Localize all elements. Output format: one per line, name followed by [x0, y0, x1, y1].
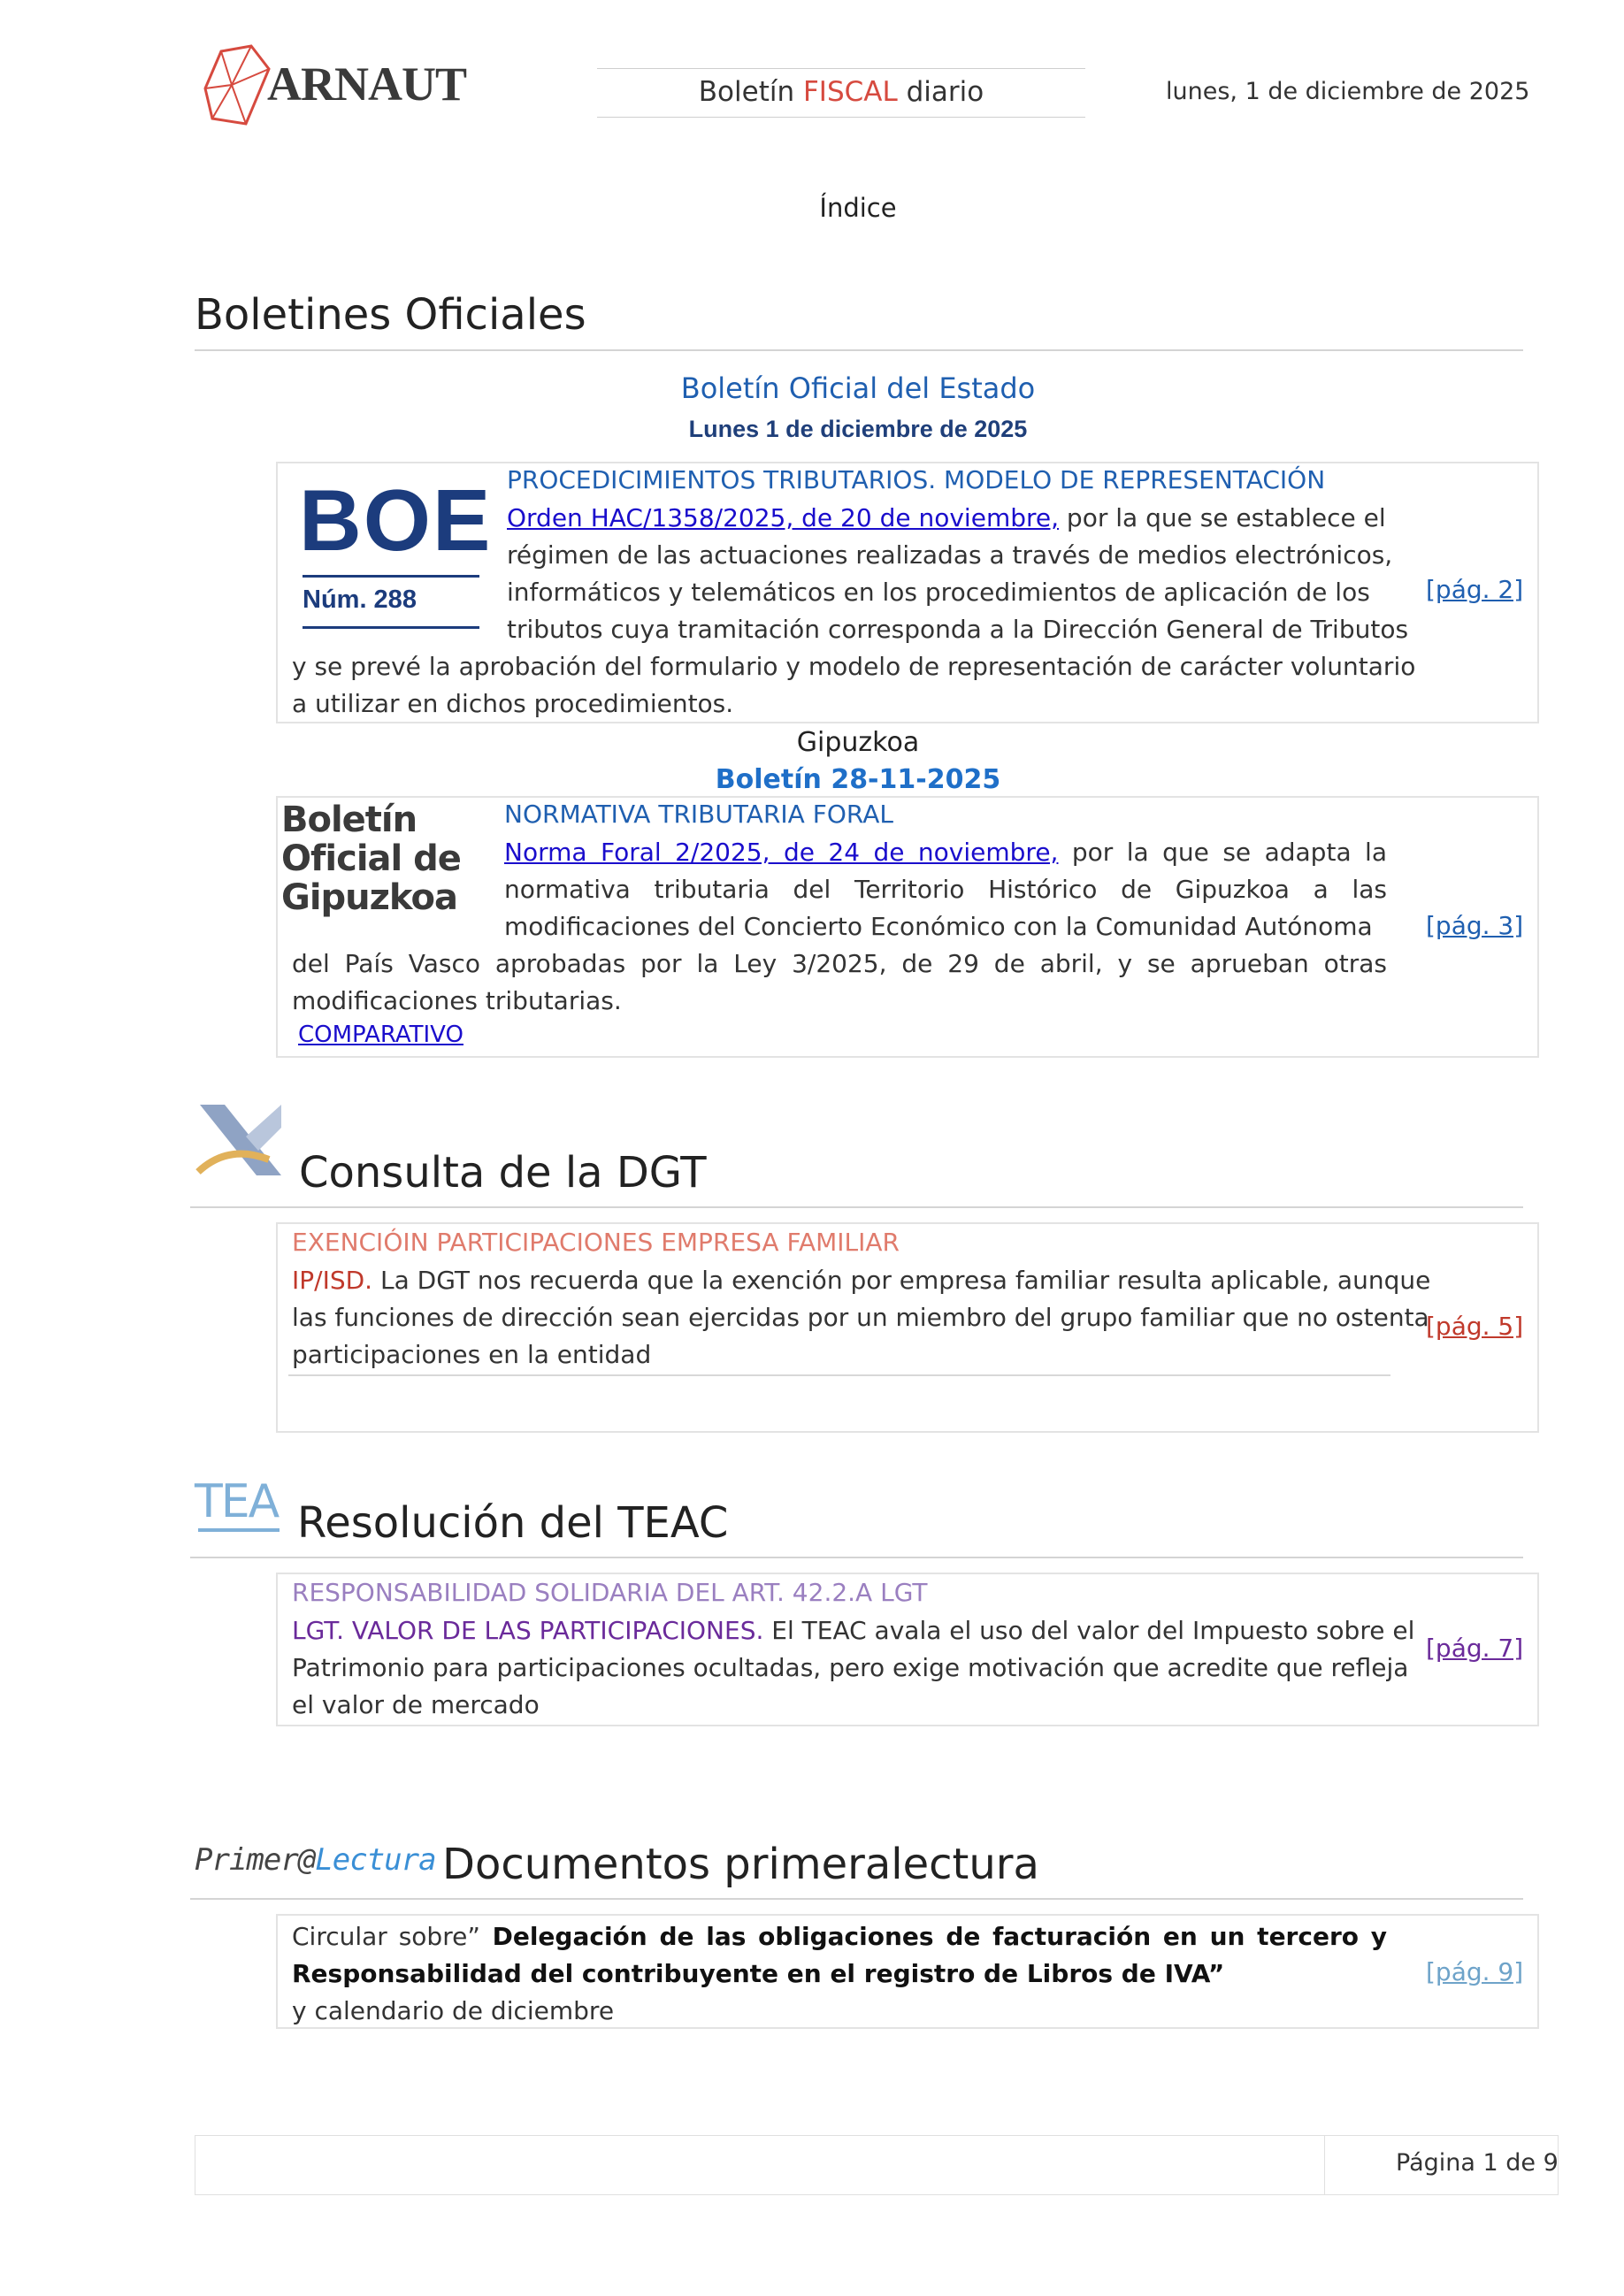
teac-lead: LGT. VALOR DE LAS PARTICIPACIONES. [292, 1616, 764, 1645]
primera-logo-part-2: Lectura [315, 1842, 436, 1878]
boe-text-line-6: a utilizar en dichos procedimientos. [292, 689, 734, 718]
boe-logo [292, 471, 493, 635]
aeat-logo-icon [193, 1101, 285, 1182]
primera-title-bold-1: Delegación de las obligaciones de facturación en un tercero y [479, 1922, 1387, 1951]
boe-logo-text: BOE [299, 471, 493, 569]
boe-text-line-2: régimen de las actuaciones realizadas a través de medios electrónicos, [507, 540, 1393, 570]
primera-text-line-1: Circular sobre” Delegación de las obligaciones de facturación en un tercero y [292, 1922, 1387, 1951]
gipuzkoa-title: Gipuzkoa [796, 727, 920, 758]
boe-text-line-5: y se prevé la aprobación del formulario y modelo de representación de carácter voluntario [292, 652, 1416, 681]
boletines-heading: Boletines Oficiales [195, 290, 586, 340]
arnaut-logo-text: ARNAUT [267, 57, 467, 111]
dgt-heading: Consulta de la DGT [299, 1148, 707, 1198]
primera-text-line-3: y calendario de diciembre [292, 1996, 615, 2025]
gipuzkoa-page-link[interactable]: [pág. 3] [1426, 911, 1524, 940]
teac-logo-rule [198, 1528, 280, 1532]
dgt-rule [190, 1206, 1523, 1208]
boe-logo-rule-top [303, 575, 479, 578]
gipuzkoa-text-line-1: Norma Foral 2/2025, de 24 de noviembre, por la que se adapta la [504, 838, 1387, 867]
teac-logo-text: TEA [195, 1475, 279, 1528]
teac-text-line-1: LGT. VALOR DE LAS PARTICIPACIONES. El TEAC avala el uso del valor del Impuesto sobre el [292, 1616, 1415, 1645]
gipuzkoa-category: NORMATIVA TRIBUTARIA FORAL [504, 800, 893, 829]
header-title: Boletín FISCAL diario [698, 76, 984, 108]
gipuzkoa-text-line-4: del País Vasco aprobadas por la Ley 3/2025, de 29 de abril, y se aprueban otras [292, 949, 1387, 978]
dgt-text-line-3: participaciones en la entidad [292, 1340, 652, 1369]
dgt-category: EXENCIÓIN PARTICIPACIONES EMPRESA FAMILIAR [292, 1228, 900, 1257]
primera-heading: Documentos primeralectura [442, 1840, 1039, 1889]
header-date: lunes, 1 de diciembre de 2025 [1166, 78, 1530, 105]
boe-date: Lunes 1 de diciembre de 2025 [688, 416, 1028, 442]
teac-category: RESPONSABILIDAD SOLIDARIA DEL ART. 42.2.A LGT [292, 1578, 928, 1607]
boe-num: Núm. 288 [303, 585, 417, 614]
teac-rule [190, 1557, 1523, 1558]
primera-rule [190, 1898, 1523, 1900]
gipuzkoa-logo [281, 800, 485, 924]
comparativo-link[interactable]: COMPARATIVO [298, 1022, 463, 1048]
footer-box [195, 2135, 1559, 2195]
dgt-text-line-2: las funciones de dirección sean ejercidas por un miembro del grupo familiar que no ostenta [292, 1303, 1429, 1332]
teac-text-line-2: Patrimonio para participaciones ocultadas, pero exige motivación que acredite que refleja [292, 1653, 1409, 1682]
teac-logo [195, 1475, 283, 1537]
dgt-page-link[interactable]: [pág. 5] [1426, 1312, 1524, 1341]
boe-title: Boletín Oficial del Estado [680, 371, 1036, 405]
boletines-rule [195, 349, 1523, 351]
gipuzkoa-logo-line-3: Gipuzkoa [281, 877, 457, 918]
boe-category: PROCEDICIMIENTOS TRIBUTARIOS. MODELO DE REPRESENTACIÓN [507, 465, 1326, 494]
boe-page-link[interactable]: [pág. 2] [1426, 575, 1524, 604]
dgt-text-line-1: IP/ISD. La DGT nos recuerda que la exención por empresa familiar resulta aplicable, aunque [292, 1266, 1431, 1295]
gipuzkoa-date: Boletín 28-11-2025 [715, 764, 1001, 795]
gipuzkoa-norma-link[interactable]: Norma Foral 2/2025, de 24 de noviembre, [504, 838, 1059, 867]
gipuzkoa-logo-line-1: Boletín [281, 800, 417, 840]
boe-logo-rule-bottom [303, 626, 479, 629]
arnaut-logo [198, 42, 467, 131]
boe-text-line-3: informáticos y telemáticos en los procedimientos de aplicación de los [507, 578, 1370, 607]
boe-order-link[interactable]: Orden HAC/1358/2025, de 20 de noviembre, [507, 503, 1060, 532]
gipuzkoa-text-line-5: modificaciones tributarias. [292, 986, 622, 1015]
footer-page-label: Página 1 de 9 [1396, 2149, 1559, 2177]
index-label: Índice [819, 193, 897, 223]
gipuzkoa-text-line-2: normativa tributaria del Territorio Histórico de Gipuzkoa a las [504, 875, 1387, 904]
primera-page-link[interactable]: [pág. 9] [1426, 1957, 1524, 1986]
teac-text-line-3: el valor de mercado [292, 1690, 540, 1719]
teac-heading: Resolución del TEAC [297, 1498, 729, 1548]
boe-text-line-4: tributos cuya tramitación corresponda a la Dirección General de Tributos [507, 615, 1409, 644]
dgt-inner-rule [288, 1374, 1390, 1376]
gipuzkoa-logo-line-2: Oficial de [281, 838, 461, 879]
primera-logo-part-1: Primer@ [195, 1842, 316, 1878]
boe-text: Orden HAC/1358/2025, de 20 de noviembre, por la que se establece el [507, 503, 1386, 532]
header-title-highlight: FISCAL [802, 76, 898, 108]
footer-divider [1324, 2135, 1325, 2195]
primera-text-line-2: Responsabilidad del contribuyente en el registro de Libros de IVA” [292, 1959, 1225, 1988]
primera-lectura-logo [195, 1842, 436, 1878]
teac-page-link[interactable]: [pág. 7] [1426, 1634, 1524, 1663]
dgt-lead: IP/ISD. [292, 1266, 373, 1295]
gipuzkoa-text-line-3: modificaciones del Concierto Económico con la Comunidad Autónoma [504, 912, 1373, 941]
